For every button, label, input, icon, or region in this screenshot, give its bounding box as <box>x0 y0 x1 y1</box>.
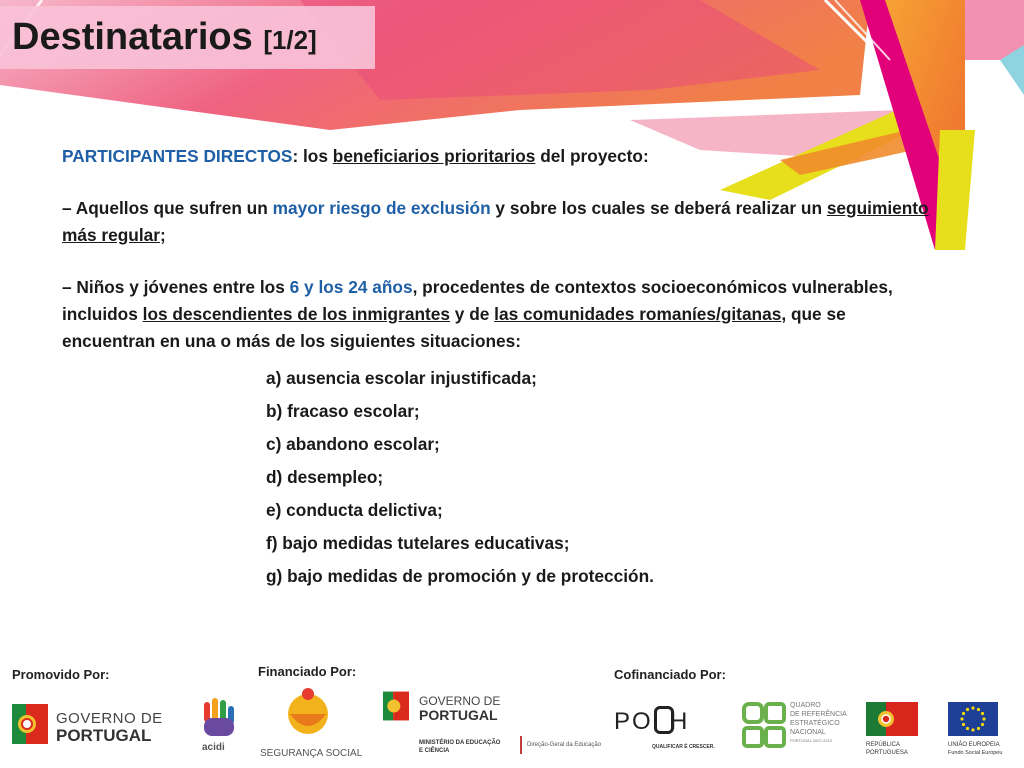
footer-logos: Promovido Por: Financiado Por: Cofinanciado Por: GOVERNO DE PORTUGAL acidi SEGURANÇA SOCIAL GOVERNO DE PORTUGAL MINISTÉRIO DA EDUCAÇÃO E CIÊNCIA Direção-Geral da Educação PO H QUALIFICAR É CRESCER. QUADRO DE REFERÊNCIA ESTRATÉGICO NACIONAL PORTUGAL 2007-2013 REPÚBLICA PORTUGUESA UNIÃO EUROPEIA Fundo Social Europeu <box>0 656 1024 768</box>
financiado-label: Financiado Por: <box>258 664 357 679</box>
republica-portuguesa-logo: REPÚBLICA PORTUGUESA <box>866 702 926 762</box>
paragraph-youth: – Niños y jóvenes entre los 6 y los 24 años, procedentes de contextos socioeconómicos vulnerables, incluidos los descendientes de los inmigrantes y de las comunidades romaníes/gitanas, que se encuentran en una o más de los siguientes situaciones: <box>62 277 893 351</box>
seguranca-social-icon <box>278 688 338 736</box>
hand-icon <box>198 698 242 742</box>
poph-p-icon <box>654 706 674 734</box>
acidi-logo: acidi <box>190 696 248 756</box>
participants-heading: PARTICIPANTES DIRECTOS <box>62 146 293 166</box>
slide-title: Destinatarios [1/2] <box>12 16 317 58</box>
list-item: a) ausencia escolar injustificada; <box>266 368 537 388</box>
eu-flag-icon <box>948 702 998 736</box>
poph-logo: PO H QUALIFICAR É CRESCER. <box>614 708 715 750</box>
paragraph-risk: – Aquellos que sufren un mayor riesgo de exclusión y sobre los cuales se deberá realizar un seguimiento más regular; <box>62 198 929 245</box>
qren-icon <box>742 702 786 750</box>
portugal-shield-icon <box>12 704 48 744</box>
seguranca-social-logo: SEGURANÇA SOCIAL <box>258 688 358 766</box>
list-item: b) fracaso escolar; <box>266 401 420 421</box>
qren-logo: QUADRO DE REFERÊNCIA ESTRATÉGICO NACIONAL PORTUGAL 2007-2013 <box>742 702 862 762</box>
slide-content <box>62 143 942 593</box>
uniao-europeia-logo: UNIÃO EUROPEIA Fundo Social Europeu <box>948 702 1020 762</box>
portugal-shield-icon <box>383 690 409 722</box>
portugal-flag-icon <box>866 702 918 736</box>
situations-list <box>266 362 942 593</box>
cofinanciado-label: Cofinanciado Por: <box>614 667 726 682</box>
list-item: c) abandono escolar; <box>266 434 440 454</box>
paragraph-participants: PARTICIPANTES DIRECTOS: los beneficiarios prioritarios del proyecto: <box>62 146 649 166</box>
governo-ministerio-logo: GOVERNO DE PORTUGAL MINISTÉRIO DA EDUCAÇÃO E CIÊNCIA Direção-Geral da Educação <box>383 690 623 760</box>
list-item: f) bajo medidas tutelares educativas; <box>266 533 570 553</box>
slide-page-indicator: [1/2] <box>263 25 317 55</box>
title-box <box>0 6 375 69</box>
list-item: g) bajo medidas de promoción y de protección. <box>266 566 654 586</box>
promovido-label: Promovido Por: <box>12 667 110 682</box>
list-item: e) conducta delictiva; <box>266 500 443 520</box>
list-item: d) desempleo; <box>266 467 384 487</box>
